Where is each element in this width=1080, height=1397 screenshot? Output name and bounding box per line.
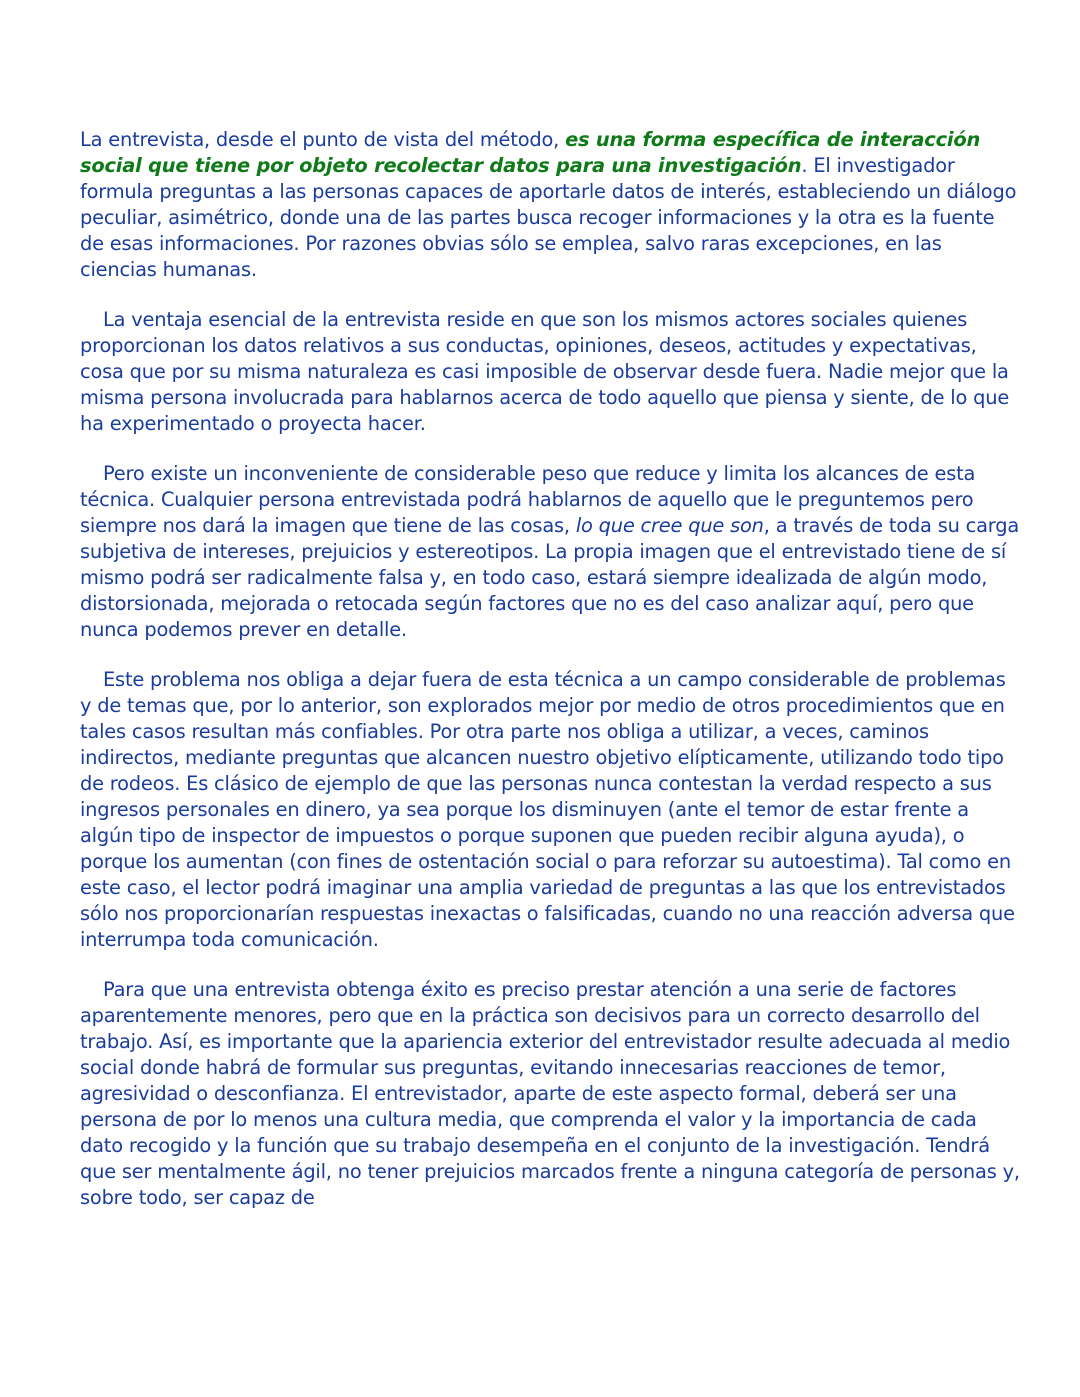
paragraph-1-rest: . El investigador formula preguntas a las personas capaces de aportarle datos de interés, estableciendo un diálogo peculiar, asimétrico, donde una de las partes busca recoger informaciones y la otra es la fuente de esas informaciones. Por razones obvias sólo se emplea, salvo raras excepciones, en las ciencias humanas. <box>80 154 1017 281</box>
paragraph-2: La ventaja esencial de la entrevista reside en que son los mismos actores sociales quienes proporcionan los datos relativos a sus conductas, opiniones, deseos, actitudes y expectativas, cosa que por su misma naturaleza es casi imposible de observar desde fuera. Nadie mejor que la misma persona involucrada para hablarnos acerca de todo aquello que piensa y siente, de lo que ha experimentado o proyecta hacer. <box>80 308 1010 435</box>
paragraph-3-intro: Pero existe un inconveniente de considerable peso que reduce y limita los alcances de esta técnica. Cualquier persona entrevistada podrá hablarnos de aquello que le preguntemos pero siempre nos dará la imagen que tiene de las cosas, <box>80 462 976 537</box>
paragraph-4: Este problema nos obliga a dejar fuera de esta técnica a un campo considerable de problemas y de temas que, por lo anterior, son explorados mejor por medio de otros procedimientos que en tales casos resultan más confiables. Por otra parte nos obliga a utilizar, a veces, caminos indirectos, mediante preguntas que alcancen nuestro objetivo elípticamente, utilizando todo tipo de rodeos. Es clásico de ejemplo de que las personas nunca contestan la verdad respecto a sus ingresos personales en dinero, ya sea porque los disminuyen (ante el temor de estar frente a algún tipo de inspector de impuestos o porque suponen que pueden recibir alguna ayuda), o porque los aumentan (con fines de ostentación social o para reforzar su autoestima). Tal como en este caso, el lector podrá imaginar una amplia variedad de preguntas a las que los entrevistados sólo nos proporcionarían respuestas inexactas o falsificadas, cuando no una reacción adversa que interrumpa toda comunicación. <box>80 668 1015 951</box>
paragraph-3-rest: , a través de toda su carga subjetiva de intereses, prejuicios y estereotipos. La propia imagen que el entrevistado tiene de sí mismo podrá ser radicalmente falsa y, en todo caso, estará siempre idealizada de algún modo, distorsionada, mejorada o retocada según factores que no es del caso analizar aquí, pero que nunca podemos prever en detalle. <box>80 514 1020 641</box>
paragraph-1-intro: La entrevista, desde el punto de vista del método, <box>80 128 566 151</box>
paragraph-5: Para que una entrevista obtenga éxito es preciso prestar atención a una serie de factores aparentemente menores, pero que en la práctica son decisivos para un correcto desarrollo del trabajo. Así, es importante que la apariencia exterior del entrevistador resulte adecuada al medio social donde habrá de formular sus preguntas, evitando innecesarias reacciones de temor, agresividad o desconfianza. El entrevistador, aparte de este aspecto formal, deberá ser una persona de por lo menos una cultura media, que comprenda el valor y la importancia de cada dato recogido y la función que su trabajo desempeña en el conjunto de la investigación. Tendrá que ser mentalmente ágil, no tener prejuicios marcados frente a ninguna categoría de personas y, sobre todo, ser capaz de <box>80 978 1020 1209</box>
document-page <box>80 127 1022 1235</box>
italic-phrase: lo que cree que son <box>575 514 764 537</box>
definition-emphasis: es una forma específica de interacción social que tiene por objeto recolectar datos para una investigación <box>80 128 981 177</box>
paragraph-1 <box>80 127 1022 283</box>
paragraph-3 <box>80 461 1022 643</box>
